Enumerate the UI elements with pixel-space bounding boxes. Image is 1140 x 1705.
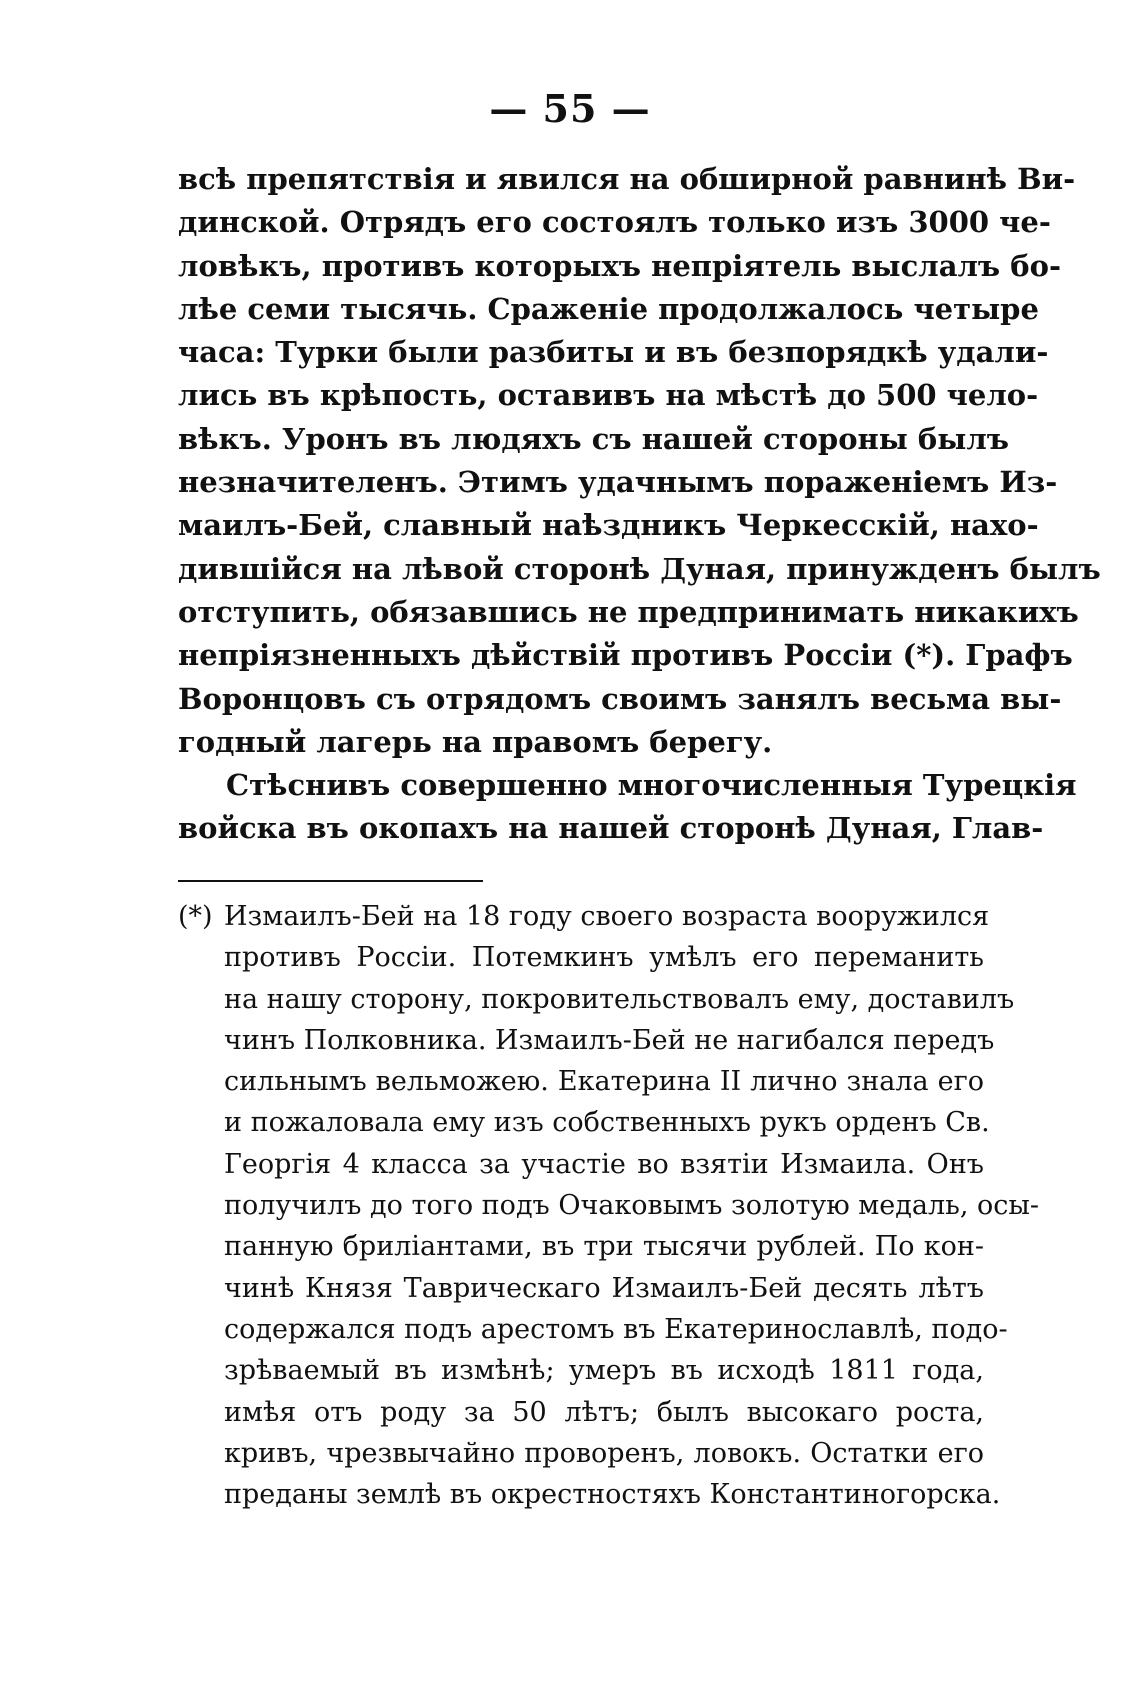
footnote-line: противъ Россіи. Потемкинъ умѣлъ его переманить bbox=[224, 942, 984, 974]
footnote-line: и пожаловала ему изъ собственныхъ рукъ орденъ Св. bbox=[224, 1107, 990, 1139]
footnote bbox=[178, 896, 1039, 1515]
footnote-line: кривъ, чрезвычайно проворенъ, ловокъ. Остатки его bbox=[224, 1437, 984, 1469]
main-text bbox=[178, 158, 1101, 851]
footnote-divider bbox=[178, 880, 483, 882]
text-line: непріязненныхъ дѣйствій противъ Россіи (*). Графъ bbox=[178, 638, 1073, 673]
footnote-line: чинѣ Князя Таврическаго Измаилъ-Бей десять лѣтъ bbox=[224, 1272, 984, 1304]
footnote-line: Георгія 4 класса за участіе во взятіи Измаила. Онъ bbox=[224, 1148, 984, 1180]
footnote-marker: (*) bbox=[178, 901, 213, 932]
footnote-line: имѣя отъ роду за 50 лѣтъ; былъ высокаго роста, bbox=[224, 1396, 984, 1428]
footnote-line: содержался подъ арестомъ въ Екатеринославлѣ, подо- bbox=[224, 1313, 1008, 1345]
footnote-line: получилъ до того подъ Очаковымъ золотую медаль, осы- bbox=[224, 1190, 1039, 1222]
text-line: войска въ окопахъ на нашей сторонѣ Дуная, Глав- bbox=[178, 811, 1044, 846]
text-line: маилъ-Бей, славный наѣздникъ Черкесскій, нахо- bbox=[178, 508, 1039, 543]
text-line: динской. Отрядъ его состоялъ только изъ 3000 че- bbox=[178, 205, 1051, 240]
footnote-line: сильнымъ вельможею. Екатерина II лично знала его bbox=[224, 1066, 984, 1098]
page-number: — 55 — bbox=[489, 86, 651, 131]
footnote-line bbox=[178, 896, 990, 937]
footnote-line: чинъ Полковника. Измаилъ-Бей не нагибался передъ bbox=[224, 1024, 995, 1056]
footnote-line: на нашу сторону, покровительствовалъ ему, доставилъ bbox=[224, 983, 1015, 1015]
text-line: годный лагерь на правомъ берегу. bbox=[178, 724, 773, 759]
text-line: вѣкъ. Уронъ въ людяхъ съ нашей стороны былъ bbox=[178, 421, 1010, 456]
text-line: дившійся на лѣвой сторонѣ Дуная, принужденъ былъ bbox=[178, 551, 1101, 586]
text-line: часа: Турки были разбиты и въ безпорядкѣ удали- bbox=[178, 335, 1049, 370]
footnote-line: зрѣваемый въ измѣнѣ; умеръ въ исходѣ 1811 года, bbox=[224, 1355, 984, 1387]
text-line: ловѣкъ, противъ которыхъ непріятель выслалъ бо- bbox=[178, 248, 1061, 283]
text-line: незначителенъ. Этимъ удачнымъ пораженіемъ Из- bbox=[178, 465, 1058, 500]
footnote-line-text: Измаилъ-Бей на 18 году своего возраста вооружился bbox=[224, 901, 990, 932]
footnote-line: панную бриліантами, въ три тысячи рублей. По кон- bbox=[224, 1231, 984, 1263]
text-line: Стѣснивъ совершенно многочисленныя Турецкія bbox=[226, 768, 1077, 803]
footnote-line: преданы землѣ въ окрестностяхъ Константиногорска. bbox=[224, 1479, 1001, 1511]
text-line: всѣ препятствія и явился на обширной равнинѣ Ви- bbox=[178, 162, 1076, 196]
text-line: лѣе семи тысячь. Сраженіе продолжалось четыре bbox=[178, 291, 1039, 326]
text-line: отступить, обязавшись не предпринимать никакихъ bbox=[178, 594, 1079, 629]
text-line: Воронцовъ съ отрядомъ своимъ занялъ весьма вы- bbox=[178, 681, 1062, 716]
text-line: лись въ крѣпость, оставивъ на мѣстѣ до 500 чело- bbox=[178, 378, 1039, 413]
